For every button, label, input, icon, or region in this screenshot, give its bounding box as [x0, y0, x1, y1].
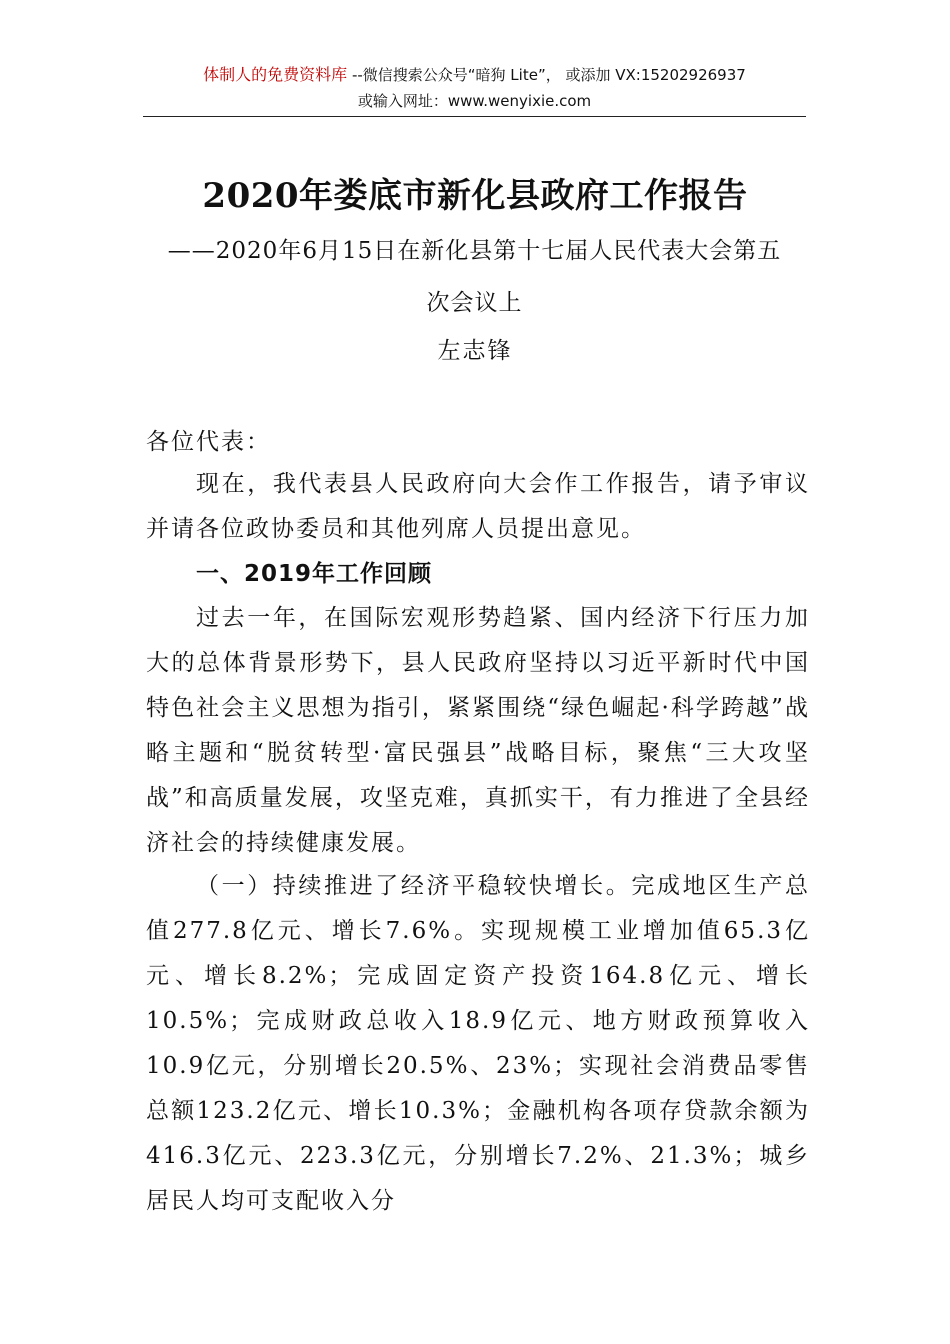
header-url: 或输入网址：www.wenyixie.com	[357, 92, 592, 110]
document-title: 2020年娄底市新化县政府工作报告	[202, 176, 748, 216]
header-line-1	[143, 62, 806, 88]
document-author: 左志锋	[437, 338, 513, 364]
document-subtitle-line-1: ——2020年6月15日在新化县第十七届人民代表大会第五	[167, 238, 782, 264]
page-header	[143, 62, 806, 114]
paragraph-intro: 现在，我代表县人民政府向大会作工作报告，请予审议并请各位政协委员和其他列席人员提出意见。	[146, 471, 810, 542]
section-heading	[146, 552, 810, 597]
paragraph-review: 过去一年，在国际宏观形势趋紧、国内经济下行压力加大的总体背景形势下，县人民政府坚持以习近平新时代中国特色社会主义思想为指引，紧紧围绕“绿色崛起·科学跨越”战略主题和“脱贫转型·富民强县”战略目标，聚焦“三大攻坚战”和高质量发展，攻坚克难，真抓实干，有力推进了全县经济社会的持续健康发展。	[146, 605, 810, 856]
greeting: 各位代表：	[146, 429, 271, 455]
section-heading-text: 一、2019年工作回顾	[196, 561, 433, 587]
header-brand: 体制人的免费资料库	[203, 65, 348, 84]
document-subtitle-line-2: 次会议上	[426, 290, 523, 316]
header-divider	[143, 116, 806, 117]
header-contact: --微信搜索公众号“暗狗 Lite”， 或添加 VX:15202926937	[347, 66, 746, 84]
paragraph-economy: （一）持续推进了经济平稳较快增长。完成地区生产总值277.8亿元、增长7.6%。实现规模工业增加值65.3亿元、增长8.2%；完成固定资产投资164.8亿元、增长10.5%；完成财政总收入18.9亿元、地方财政预算收入10.9亿元，分别增长20.5%、23%；实现社会消费品零售总额123.2亿元、增长10.3%；金融机构各项存贷款余额为416.3亿元、223.3亿元，分别增长7.2%、21.3%；城乡居民人均可支配收入分	[146, 873, 810, 1214]
